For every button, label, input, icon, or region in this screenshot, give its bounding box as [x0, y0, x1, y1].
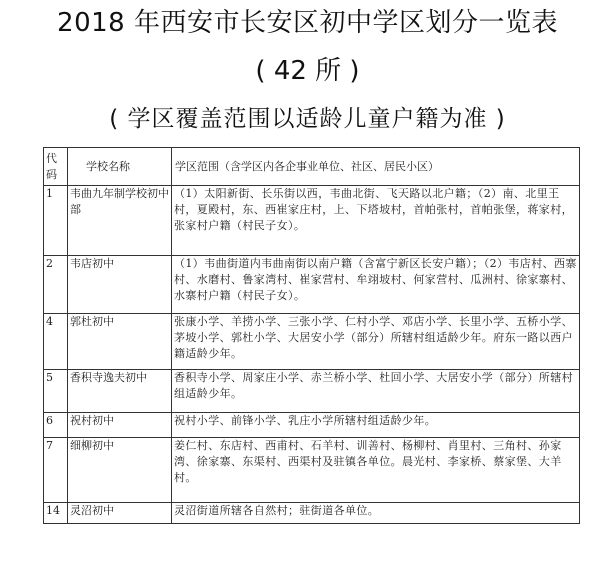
header-code	[44, 148, 68, 186]
row-school-name: 韦店初中	[68, 256, 172, 314]
row-scope: 祝村小学、前锋小学、乳庄小学所辖村组适龄少年。	[172, 413, 580, 438]
row-school-name: 韦曲九年制学校初中部	[68, 186, 172, 256]
row-code: 2	[44, 256, 68, 314]
document-title: 2018 年西安市长安区初中学区划分一览表	[57, 8, 558, 38]
table-row	[44, 314, 580, 370]
row-code: 6	[44, 413, 68, 438]
row-code: 5	[44, 370, 68, 413]
row-code: 7	[44, 438, 68, 503]
row-code: 1	[44, 186, 68, 256]
row-scope: 姜仁村、东店村、西甫村、石羊村、训善村、杨柳村、肖里村、三角村、孙家湾、徐家寨、东渠村、西渠村及驻镇各单位。晨光村、李家桥、蔡家堡、大羊村。	[172, 438, 580, 503]
row-scope: （1）韦曲街道内韦曲南街以南户籍（含富宁新区长安户籍）；（2）韦店村、西寨村、水磨村、鲁家湾村、崔家营村、牟翊坡村、何家营村、瓜洲村、徐家寨村、水寨村户籍（村民子女）。	[172, 256, 580, 314]
row-scope: 香积寺小学、周家庄小学、赤兰桥小学、杜回小学、大居安小学（部分）所辖村组适龄少年。	[172, 370, 580, 413]
row-school-name: 灵沼初中	[68, 503, 172, 524]
row-code: 4	[44, 314, 68, 370]
table-row	[44, 438, 580, 503]
school-count: ( 42 所 )	[255, 56, 360, 86]
row-scope: 灵沼街道所辖各自然村；驻街道各单位。	[172, 503, 580, 524]
row-school-name: 香积寺逸夫初中	[68, 370, 172, 413]
row-scope: （1）太阳新街、长乐街以西，韦曲北街、飞天路以北户籍；（2）南、北里王村，夏殿村，东、西崔家庄村，上、下塔坡村，首帕张村，首帕张堡，蒋家村，张家村户籍（村民子女）。	[172, 186, 580, 256]
row-school-name: 细柳初中	[68, 438, 172, 503]
header-school-name: 学校名称	[68, 148, 172, 186]
row-code: 14	[44, 503, 68, 524]
table-row	[44, 256, 580, 314]
header-code-line2: 码	[46, 167, 57, 181]
table-row	[44, 413, 580, 438]
table-row	[44, 370, 580, 413]
table-row	[44, 503, 580, 524]
row-school-name: 郭杜初中	[68, 314, 172, 370]
table-row	[44, 186, 580, 256]
row-school-name: 祝村初中	[68, 413, 172, 438]
row-scope: 张康小学、羊捞小学、三张小学、仁村小学、邓店小学、长里小学、五桥小学、茅坡小学、郭杜小学、大居安小学（部分）所辖村组适龄少年。府东一路以西户籍适龄少年。	[172, 314, 580, 370]
header-scope: 学区范围（含学区内各企事业单位、社区、居民小区）	[172, 148, 580, 186]
header-code-line1: 代	[46, 151, 57, 165]
title-note: ( 学区覆盖范围以适龄儿童户籍为准 )	[109, 106, 506, 132]
district-table	[43, 147, 580, 524]
table-header-row	[44, 148, 580, 186]
